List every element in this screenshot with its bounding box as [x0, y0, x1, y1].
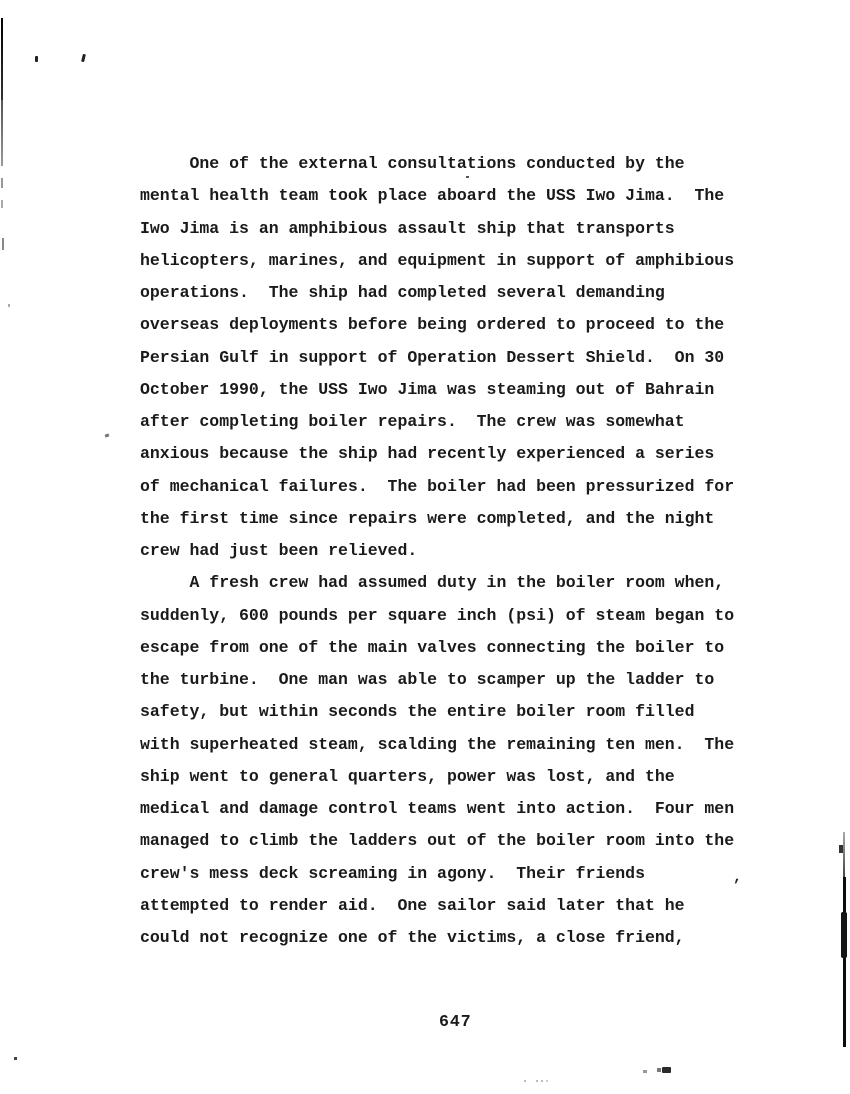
scan-artifact-margin-dot [105, 433, 110, 437]
text-line: ship went to general quarters, power was lost, and the [140, 766, 675, 786]
text-line: after completing boiler repairs. The crew was somewhat [140, 412, 685, 431]
text-line: One of the external consultations conducted by the [140, 154, 685, 173]
scan-artifact-left-dash [2, 238, 4, 250]
scan-artifact-left-line-top [1, 18, 3, 100]
document-body [140, 148, 755, 954]
text-line: escape from one of the main valves connecting the boiler to [140, 637, 725, 657]
text-line: October 1990, the USS Iwo Jima was steaming out of Bahrain [140, 379, 715, 399]
text-line: safety, but within seconds the entire boiler room filled [140, 702, 695, 722]
scan-artifact-bottom-dot [536, 1080, 538, 1082]
text-line: anxious because the ship had recently experienced a series [140, 444, 715, 464]
scan-artifact-left-dot [8, 304, 10, 307]
paragraph [140, 148, 755, 567]
scan-artifact-bottom-dash [643, 1070, 647, 1073]
page-number: 647 [439, 1012, 472, 1031]
scan-artifact-left-dash [1, 178, 3, 188]
scan-artifact-bottom-cluster [657, 1068, 661, 1072]
text-line: attempted to render aid. One sailor said later that he [140, 895, 685, 915]
scan-artifact-left-line-mid [1, 100, 3, 166]
scan-artifact-right-blob [841, 912, 847, 958]
text-line: Persian Gulf in support of Operation Dessert Shield. On 30 [140, 347, 725, 367]
text-line: the first time since repairs were completed, and the night [140, 508, 715, 528]
text-line: Iwo Jima is an amphibious assault ship that transports [140, 218, 675, 238]
scan-artifact-bottom-dot [524, 1080, 526, 1082]
text-line: medical and damage control teams went into action. Four men [140, 799, 735, 818]
scan-artifact-comma-mark: , [733, 869, 743, 886]
scan-artifact-tick [35, 56, 38, 62]
scan-artifact-bottom-cluster [662, 1067, 671, 1073]
scan-artifact-right-line-gray [843, 832, 845, 877]
text-line: of mechanical failures. The boiler had been pressurized for [140, 476, 735, 496]
text-line: the turbine. One man was able to scamper up the ladder to [140, 670, 715, 689]
text-line: could not recognize one of the victims, a close friend, [140, 928, 685, 947]
scan-artifact-bottom-left-dot [14, 1057, 17, 1060]
text-line: operations. The ship had completed several demanding [140, 283, 665, 302]
text-line: mental health team took place aboard the USS Iwo Jima. The [140, 186, 725, 206]
text-line: overseas deployments before being ordered to proceed to the [140, 315, 725, 335]
paragraph [140, 567, 755, 954]
scan-artifact-left-dash [1, 200, 3, 208]
text-line: with superheated steam, scalding the remaining ten men. The [140, 734, 735, 754]
scan-artifact-right-line-black [843, 877, 846, 1047]
text-line: A fresh crew had assumed duty in the boiler room when, [140, 573, 725, 593]
text-line: crew had just been relieved. [140, 541, 418, 560]
scan-artifact-bottom-dot [546, 1080, 548, 1082]
text-line: helicopters, marines, and equipment in support of amphibious [140, 250, 735, 270]
scan-artifact-tick [81, 54, 86, 62]
scan-artifact-bottom-dot [541, 1080, 543, 1082]
text-line: suddenly, 600 pounds per square inch (psi) of steam began to [140, 605, 735, 625]
text-line: crew's mess deck screaming in agony. Their friends [140, 863, 645, 883]
text-line: managed to climb the ladders out of the boiler room into the [140, 831, 735, 851]
